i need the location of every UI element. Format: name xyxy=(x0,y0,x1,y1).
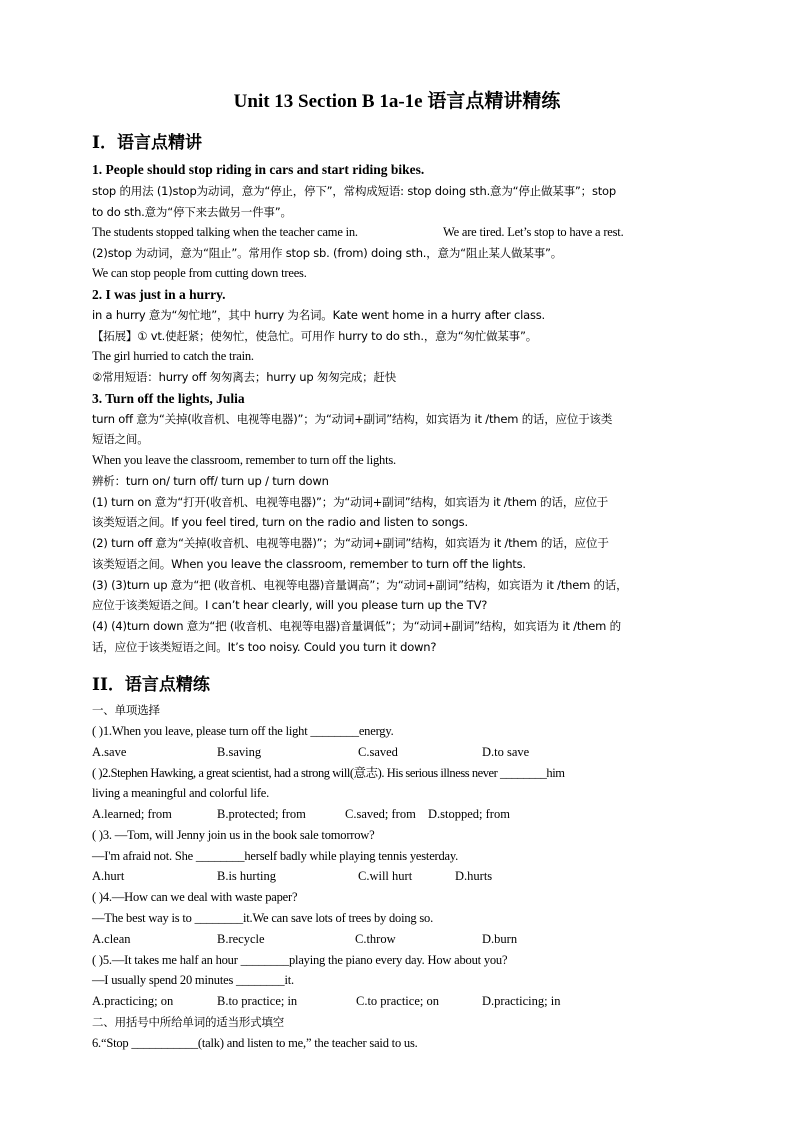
text-line: 该类短语之间。When you leave the classroom, remember to turn off the lights. xyxy=(92,557,526,571)
text-line: 【拓展】① vt.使赶紧；使匆忙，使急忙。可用作 hurry to do sth.，意为“匆忙做某事”。 xyxy=(92,329,538,343)
option-c: C.to practice; on xyxy=(356,994,439,1008)
part-heading: 一、单项选择 xyxy=(92,703,160,717)
option-c: C.saved xyxy=(358,745,398,759)
question-stem: ( )5.—It takes me half an hour ________playing the piano every day. How about you? xyxy=(92,953,508,967)
option-b: B.saving xyxy=(217,745,262,759)
text-line: (2)stop 为动词，意为“阻止”。常用作 stop sb. (from) doing sth.，意为“阻止某人做某事”。 xyxy=(92,246,563,260)
option-a: A.clean xyxy=(92,932,131,946)
question-stem-continued: —I'm afraid not. She ________herself badly while playing tennis yesterday. xyxy=(92,849,459,863)
text-line: stop 的用法 (1)stop为动词，意为“停止，停下”，常构成短语: stop doing sth.意为“停止做某事”；stop xyxy=(92,184,616,198)
example-sentence: When you leave the classroom, remember to turn off the lights. xyxy=(92,453,396,467)
part-heading: 二、用括号中所给单词的适当形式填空 xyxy=(92,1015,285,1029)
question-stem-continued: —The best way is to ________it.We can save lots of trees by doing so. xyxy=(92,911,434,925)
text-line: (3) (3)turn up 意为“把 (收音机、电视等电器)音量调高”；为“动词+副词”结构，如宾语为 it /them 的话， xyxy=(92,578,628,592)
text-line: (4) (4)turn down 意为“把 (收音机、电视等电器)音量调低”；为“动词+副词”结构，如宾语为 it /them 的 xyxy=(92,619,621,633)
option-b: B.is hurting xyxy=(217,869,277,883)
text-line: 该类短语之间。If you feel tired, turn on the radio and listen to songs. xyxy=(92,515,468,529)
option-d: D.stopped; from xyxy=(428,807,510,821)
option-d: D.hurts xyxy=(455,869,493,883)
text-line: 话，应位于该类短语之间。It’s too noisy. Could you turn it down? xyxy=(92,640,437,654)
text-line: (1) turn on 意为“打开(收音机、电视等电器)”；为“动词+副词”结构，如宾语为 it /them 的话，应位于 xyxy=(92,495,609,509)
text-line: 应位于该类短语之间。I can’t hear clearly, will you please turn up the TV? xyxy=(92,598,488,612)
text-line: to do sth.意为“停下来去做另一件事”。 xyxy=(92,205,292,219)
text-line: (2) turn off 意为“关掉(收音机、电视等电器)”；为“动词+副词”结构，如宾语为 it /them 的话，应位于 xyxy=(92,536,609,550)
text-line: ②常用短语：hurry off 匆匆离去；hurry up 匆匆完成；赶快 xyxy=(92,370,397,384)
page-title: Unit 13 Section B 1a-1e 语言点精讲精练 xyxy=(233,91,561,112)
question-stem: ( )3. —Tom, will Jenny join us in the book sale tomorrow? xyxy=(92,828,375,842)
option-c: C.saved; from xyxy=(345,807,416,821)
question-stem: ( )1.When you leave, please turn off the light ________energy. xyxy=(92,724,394,738)
question-stem: ( )2.Stephen Hawking, a great scientist, had a strong will(意志). His serious illness never ________him xyxy=(92,766,565,780)
example-sentence: We can stop people from cutting down trees. xyxy=(92,266,307,280)
section-heading-practice: II．语言点精练 xyxy=(92,675,210,695)
option-b: B.protected; from xyxy=(217,807,306,821)
example-sentence: The girl hurried to catch the train. xyxy=(92,349,254,363)
section-heading-explanation: I．语言点精讲 xyxy=(92,133,202,153)
option-a: A.hurt xyxy=(92,869,125,883)
option-d: D.burn xyxy=(482,932,518,946)
option-a: A.save xyxy=(92,745,127,759)
text-line: in a hurry 意为“匆忙地”，其中 hurry 为名词。Kate went home in a hurry after class. xyxy=(92,308,546,322)
question-stem-continued: living a meaningful and colorful life. xyxy=(92,786,270,800)
example-sentence: The students stopped talking when the teacher came in. xyxy=(92,225,358,239)
text-line: turn off 意为“关掉(收音机、电视等电器)”；为“动词+副词”结构，如宾语为 it /them 的话，应位于该类 xyxy=(92,412,613,426)
point-heading-2: 2. I was just in a hurry. xyxy=(92,287,226,302)
option-a: A.learned; from xyxy=(92,807,172,821)
question-stem: ( )4.—How can we deal with waste paper? xyxy=(92,890,298,904)
option-a: A.practicing; on xyxy=(92,994,174,1008)
option-d: D.to save xyxy=(482,745,530,759)
example-sentence: We are tired. Let’s stop to have a rest. xyxy=(443,225,624,239)
text-line: 短语之间。 xyxy=(92,432,149,446)
option-c: C.throw xyxy=(355,932,396,946)
option-b: B.recycle xyxy=(217,932,265,946)
option-b: B.to practice; in xyxy=(217,994,298,1008)
option-d: D.practicing; in xyxy=(482,994,561,1008)
point-heading-1: 1. People should stop riding in cars and start riding bikes. xyxy=(92,162,425,177)
question-stem-continued: —I usually spend 20 minutes ________it. xyxy=(92,973,294,987)
question-stem: 6.“Stop ___________(talk) and listen to me,” the teacher said to us. xyxy=(92,1036,418,1050)
option-c: C.will hurt xyxy=(358,869,413,883)
text-line: 辨析：turn on/ turn off/ turn up / turn down xyxy=(92,474,329,488)
point-heading-3: 3. Turn off the lights, Julia xyxy=(92,391,245,406)
